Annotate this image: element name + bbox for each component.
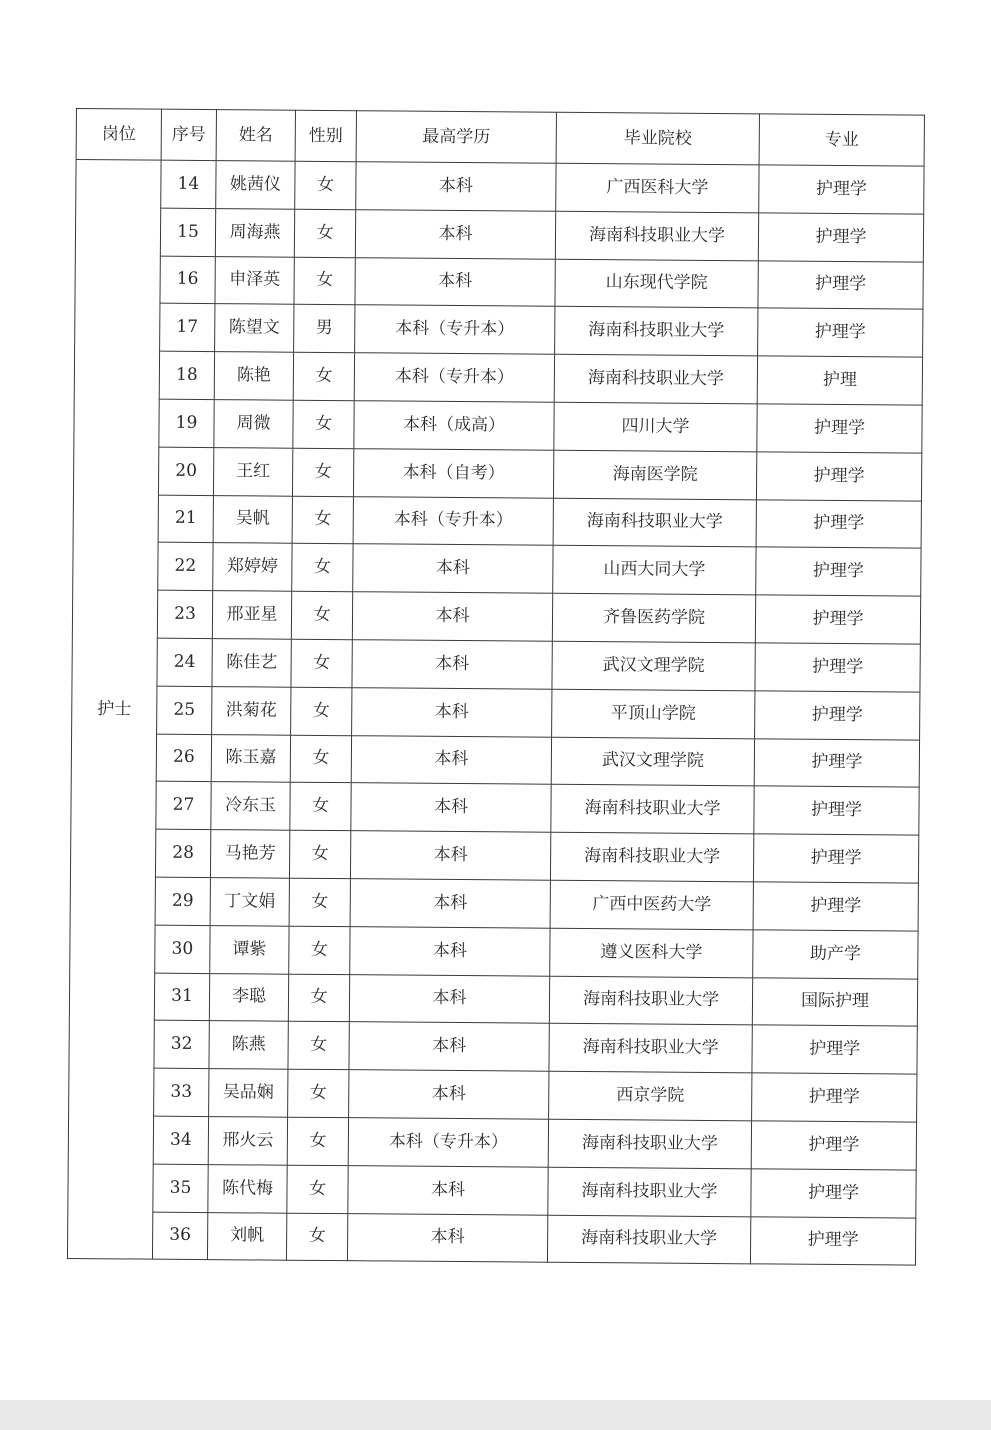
row-school: 海南科技职业大学 — [549, 1024, 752, 1073]
row-school: 山东现代学院 — [555, 259, 758, 308]
row-school: 武汉文理学院 — [552, 641, 755, 690]
row-major: 护理学 — [752, 1025, 917, 1074]
row-name: 吴品娴 — [209, 1069, 288, 1117]
row-gender: 女 — [292, 448, 353, 496]
row-education: 本科 — [355, 209, 555, 258]
table-row — [76, 160, 924, 214]
row-school: 平顶山学院 — [552, 689, 755, 738]
row-number: 23 — [157, 590, 212, 638]
row-major: 护理学 — [753, 882, 918, 931]
row-school: 广西中医药大学 — [550, 880, 753, 929]
table-row — [70, 924, 918, 978]
row-education: 本科 — [356, 162, 556, 211]
row-number: 32 — [154, 1020, 209, 1068]
header-number: 序号 — [161, 109, 216, 160]
row-education: 本科 — [349, 974, 549, 1023]
row-gender: 女 — [295, 161, 356, 209]
row-gender: 女 — [289, 878, 350, 926]
row-school: 武汉文理学院 — [551, 737, 754, 786]
table-row — [70, 829, 918, 883]
row-gender: 女 — [287, 1165, 348, 1213]
row-education: 本科（成高） — [354, 401, 554, 450]
header-school: 毕业院校 — [556, 112, 759, 165]
row-gender: 女 — [294, 257, 355, 305]
row-major: 护理学 — [755, 691, 920, 740]
row-education: 本科 — [351, 783, 551, 832]
row-major: 护理学 — [758, 260, 923, 309]
row-school: 海南科技职业大学 — [547, 1215, 750, 1264]
row-major: 护理学 — [756, 547, 921, 596]
row-school: 海南科技职业大学 — [555, 211, 758, 260]
row-gender: 女 — [291, 591, 352, 639]
header-row — [76, 109, 924, 167]
row-name: 陈望文 — [215, 304, 294, 352]
row-name: 丁文娟 — [210, 878, 289, 926]
row-education: 本科（专升本） — [353, 496, 553, 545]
row-school: 海南科技职业大学 — [548, 1167, 751, 1216]
row-school: 海南科技职业大学 — [550, 832, 753, 881]
row-education: 本科 — [352, 687, 552, 736]
row-major: 护理学 — [755, 595, 920, 644]
row-number: 14 — [161, 160, 216, 208]
staff-roster-table — [67, 108, 925, 1266]
row-number: 30 — [155, 925, 210, 973]
row-major: 护理 — [757, 356, 922, 405]
row-name: 洪菊花 — [212, 686, 291, 734]
header-post: 岗位 — [76, 109, 161, 161]
row-name: 陈佳艺 — [212, 639, 291, 687]
table-row — [73, 494, 921, 548]
table-row — [75, 207, 923, 261]
row-name: 陈燕 — [209, 1021, 288, 1069]
row-number: 28 — [155, 829, 210, 877]
row-gender: 女 — [290, 735, 351, 783]
row-gender: 女 — [293, 352, 354, 400]
row-education: 本科 — [347, 1213, 547, 1262]
row-major: 护理学 — [755, 643, 920, 692]
row-number: 33 — [154, 1068, 209, 1116]
row-name: 邢火云 — [208, 1117, 287, 1165]
row-number: 17 — [160, 304, 215, 352]
table-row — [74, 398, 922, 452]
row-education: 本科 — [352, 640, 552, 689]
row-number: 19 — [159, 399, 214, 447]
row-education: 本科（专升本） — [348, 1118, 548, 1167]
row-gender: 女 — [288, 1069, 349, 1117]
row-number: 22 — [158, 543, 213, 591]
row-major: 护理学 — [754, 738, 919, 787]
table-row — [75, 255, 923, 309]
row-gender: 女 — [292, 544, 353, 592]
row-gender: 女 — [289, 926, 350, 974]
table-row — [69, 1068, 917, 1122]
table-row — [75, 303, 923, 357]
row-education: 本科 — [350, 926, 550, 975]
row-gender: 女 — [288, 974, 349, 1022]
row-number: 35 — [153, 1164, 208, 1212]
row-major: 护理学 — [756, 452, 921, 501]
row-school: 海南科技职业大学 — [549, 976, 752, 1025]
row-gender: 女 — [287, 1117, 348, 1165]
row-major: 护理学 — [751, 1121, 916, 1170]
row-gender: 女 — [286, 1213, 347, 1261]
header-gender: 性别 — [295, 110, 356, 161]
row-number: 21 — [158, 495, 213, 543]
row-education: 本科 — [349, 1070, 549, 1119]
row-school: 西京学院 — [549, 1071, 752, 1120]
row-number: 31 — [154, 973, 209, 1021]
row-education: 本科 — [349, 1022, 549, 1071]
row-name: 陈玉嘉 — [211, 734, 290, 782]
row-name: 马艳芳 — [210, 830, 289, 878]
header-education: 最高学历 — [356, 111, 556, 164]
row-school: 广西医科大学 — [556, 163, 759, 212]
row-number: 24 — [157, 638, 212, 686]
bottom-strip — [0, 1400, 991, 1430]
row-name: 申泽英 — [215, 256, 294, 304]
row-name: 吴帆 — [213, 495, 292, 543]
row-name: 姚茜仪 — [216, 161, 295, 209]
row-major: 护理学 — [759, 165, 924, 214]
row-name: 陈艳 — [214, 352, 293, 400]
table-row — [68, 1163, 916, 1217]
row-education: 本科 — [352, 592, 552, 641]
row-school: 齐鲁医药学院 — [552, 593, 755, 642]
roster-body — [67, 160, 924, 1266]
row-gender: 女 — [292, 496, 353, 544]
row-education: 本科 — [351, 735, 551, 784]
row-major: 护理学 — [758, 308, 923, 357]
header-major: 专业 — [759, 114, 924, 166]
row-number: 18 — [159, 351, 214, 399]
row-number: 20 — [158, 447, 213, 495]
table-row — [71, 781, 919, 835]
table-row — [70, 876, 918, 930]
row-gender: 女 — [289, 830, 350, 878]
row-name: 郑婷婷 — [213, 543, 292, 591]
table-row — [73, 446, 921, 500]
table-row — [72, 637, 920, 691]
row-major: 护理学 — [750, 1216, 915, 1265]
row-education: 本科 — [353, 544, 553, 593]
row-gender: 女 — [293, 400, 354, 448]
row-gender: 女 — [288, 1022, 349, 1070]
row-number: 16 — [160, 256, 215, 304]
row-school: 海南科技职业大学 — [548, 1119, 751, 1168]
row-school: 海南医学院 — [553, 450, 756, 499]
row-name: 谭紫 — [210, 925, 289, 973]
row-number: 15 — [160, 208, 215, 256]
row-school: 山西大同大学 — [553, 546, 756, 595]
row-education: 本科（自考） — [353, 448, 553, 497]
row-gender: 男 — [294, 305, 355, 353]
row-school: 四川大学 — [554, 402, 757, 451]
row-major: 护理学 — [753, 834, 918, 883]
row-name: 周微 — [214, 400, 293, 448]
row-school: 海南科技职业大学 — [554, 354, 757, 403]
row-name: 刘帆 — [207, 1212, 286, 1260]
row-major: 护理学 — [754, 786, 919, 835]
row-name: 周海燕 — [215, 208, 294, 256]
post-cell: 护士 — [67, 160, 161, 1260]
row-school: 海南科技职业大学 — [551, 785, 754, 834]
row-major: 护理学 — [751, 1169, 916, 1218]
row-name: 陈代梅 — [208, 1164, 287, 1212]
row-major: 护理学 — [758, 213, 923, 262]
table-row — [69, 972, 917, 1026]
row-education: 本科 — [348, 1165, 548, 1214]
row-gender: 女 — [290, 783, 351, 831]
row-school: 海南科技职业大学 — [555, 307, 758, 356]
row-name: 邢亚星 — [212, 591, 291, 639]
row-number: 29 — [155, 877, 210, 925]
row-number: 26 — [156, 734, 211, 782]
row-major: 护理学 — [757, 404, 922, 453]
row-gender: 女 — [294, 209, 355, 257]
row-education: 本科 — [355, 257, 555, 306]
row-school: 遵义医科大学 — [550, 928, 753, 977]
table-row — [73, 542, 921, 596]
row-name: 李聪 — [209, 973, 288, 1021]
row-major: 助产学 — [753, 930, 918, 979]
row-major: 国际护理 — [752, 977, 917, 1026]
table-row — [67, 1211, 915, 1265]
table-row — [72, 590, 920, 644]
row-major: 护理学 — [756, 499, 921, 548]
row-education: 本科（专升本） — [354, 353, 554, 402]
row-name: 王红 — [213, 447, 292, 495]
row-number: 27 — [156, 782, 211, 830]
table-row — [71, 733, 919, 787]
header-name: 姓名 — [216, 110, 295, 162]
row-name: 冷东玉 — [211, 782, 290, 830]
row-number: 25 — [157, 686, 212, 734]
table-row — [69, 1020, 917, 1074]
row-school: 海南科技职业大学 — [553, 498, 756, 547]
row-gender: 女 — [291, 687, 352, 735]
table-row — [74, 351, 922, 405]
row-gender: 女 — [291, 639, 352, 687]
row-number: 34 — [153, 1116, 208, 1164]
table-row — [72, 685, 920, 739]
row-education: 本科 — [350, 831, 550, 880]
row-number: 36 — [152, 1212, 207, 1260]
row-major: 护理学 — [752, 1073, 917, 1122]
row-education: 本科（专升本） — [355, 305, 555, 354]
row-education: 本科 — [350, 879, 550, 928]
table-row — [68, 1115, 916, 1169]
